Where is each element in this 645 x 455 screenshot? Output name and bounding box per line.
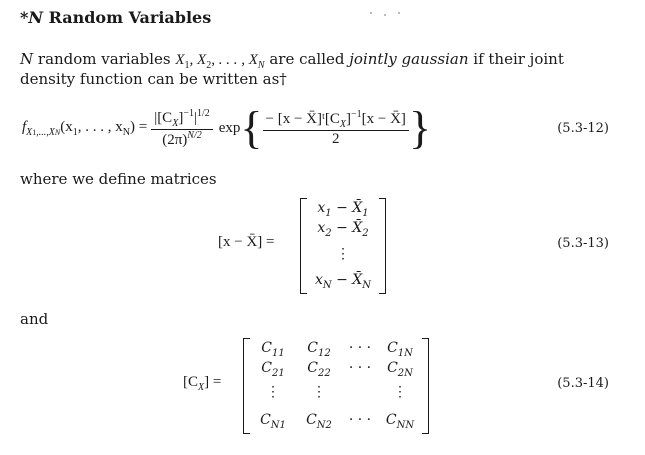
intro-n: N: [20, 50, 34, 68]
eq3-cdots-2: · · ·: [348, 360, 372, 376]
eq1-number: (5.3-12): [557, 121, 609, 136]
intro-emphasis: jointly gaussian: [349, 50, 469, 68]
eq2-row-1: $x_1$ − $X̄_1$: [317, 200, 369, 219]
eq2-bracket-right: [379, 198, 386, 294]
eq1-fraction: $\frac{|[C_X]^{-1}|^{1/2}}{(2\pi)^{N/2}}$: [151, 108, 213, 149]
eq2-bracket-left: [300, 198, 307, 294]
eq3-cn1: $C_{N1}$: [260, 412, 286, 431]
intro-text-b: are called: [264, 50, 350, 68]
eq2-number: (5.3-13): [557, 236, 609, 251]
section-heading: [20, 8, 211, 27]
eq3-c12: $C_{12}$: [307, 340, 331, 359]
eq3-c21: $C_{21}$: [261, 360, 285, 379]
eq1-left-brace: {: [240, 102, 263, 153]
eq3-cnn: $C_{NN}$: [385, 412, 415, 431]
eq2-row-2: $x_2$ − $X̄_2$: [317, 220, 369, 239]
define-text: where we define matrices: [20, 170, 217, 188]
eq2-column-vector: [300, 198, 386, 294]
eq3-lhs: $[C_X]$ =: [183, 374, 222, 393]
eq1-lhs: $f_{X1,...,XN}(x_1$, . . . , $x_N$) =: [22, 118, 148, 138]
eq3-bracket-right: [422, 338, 429, 434]
heading-title: Random Variables: [43, 8, 212, 27]
and-text: and: [20, 310, 49, 328]
intro-line-2: density function can be written as†: [20, 70, 287, 88]
eq3-vdots-1: ⋮: [266, 384, 280, 400]
eq3-cn2: $C_{N2}$: [306, 412, 332, 431]
eq1-right-brace: }: [408, 102, 432, 153]
heading-star: *: [20, 8, 29, 27]
eq3-bracket-left: [243, 338, 250, 434]
eq3-c11: $C_{11}$: [261, 340, 285, 359]
scan-speck: [398, 12, 400, 14]
eq3-cdots-3: · · ·: [348, 412, 372, 428]
scan-speck: [370, 12, 372, 14]
eq1-exp: exp: [218, 119, 241, 136]
eq3-number: (5.3-14): [557, 376, 609, 391]
eq3-cdots-1: · · ·: [348, 340, 372, 356]
eq3-c1n: $C_{1N}$: [387, 340, 413, 359]
eq1-exponent-fraction: $\frac{- [x - X̄]ᵗ[C_X]^{-1}[x - X̄]}{2}$: [263, 109, 409, 148]
eq3-covariance-matrix: [243, 338, 429, 434]
eq2-lhs: [x − X̄] =: [218, 234, 275, 250]
eq3-vdots-3: ⋮: [393, 384, 407, 400]
intro-text-c: if their joint: [468, 50, 564, 68]
eq3-c2n: $C_{2N}$: [387, 360, 413, 379]
intro-vars: $X_1$, $X_2$, . . . , $X_N$: [175, 52, 265, 71]
eq3-vdots-2: ⋮: [312, 384, 326, 400]
intro-text-a: random variables: [33, 50, 176, 68]
scan-speck: [384, 14, 386, 16]
eq3-c22: $C_{22}$: [307, 360, 331, 379]
eq2-row-n: $x_N$ − $X̄_N$: [314, 272, 371, 291]
eq2-vdots: ⋮: [336, 246, 350, 262]
heading-n: N: [28, 8, 43, 27]
equation-5-3-12: [22, 98, 431, 158]
intro-line-1: [20, 50, 564, 71]
